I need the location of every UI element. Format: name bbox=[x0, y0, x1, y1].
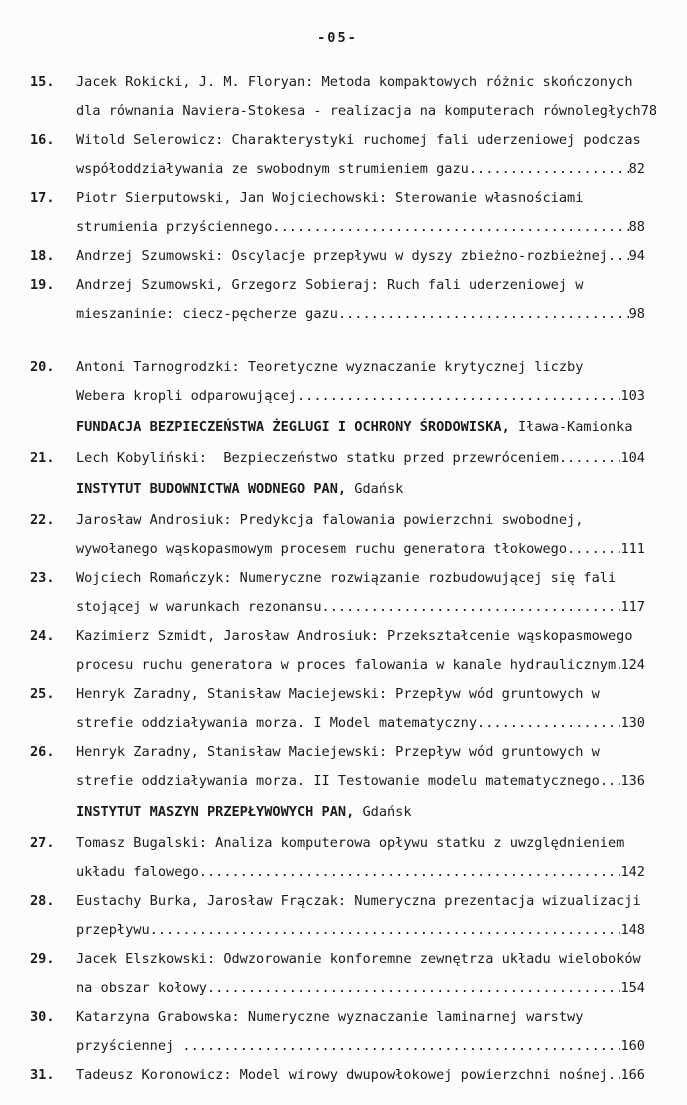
entry-line bbox=[76, 593, 645, 622]
entry-page-number: 111 bbox=[620, 541, 645, 557]
toc-entry bbox=[30, 271, 645, 329]
dots-leader bbox=[567, 535, 620, 564]
entry-line bbox=[76, 213, 645, 242]
entry-line bbox=[76, 974, 645, 1003]
section-heading-city: Gdańsk bbox=[354, 804, 412, 820]
entry-page-number: 94 bbox=[628, 248, 645, 264]
entry-body bbox=[76, 564, 645, 622]
entry-line: Antoni Tarnogrodzki: Teoretyczne wyznaczanie krytycznej liczby bbox=[76, 359, 584, 375]
dots-leader bbox=[608, 242, 629, 271]
entry-line-text: strumienia przyściennego bbox=[76, 219, 273, 235]
entry-line bbox=[76, 1061, 645, 1090]
entry-number: 19. bbox=[30, 277, 55, 293]
toc-entry bbox=[30, 887, 645, 945]
entry-number: 31. bbox=[30, 1067, 55, 1083]
toc-entry bbox=[30, 184, 645, 242]
entry-line-text: przyściennej bbox=[76, 1038, 183, 1054]
entry-body bbox=[76, 680, 645, 738]
entry-page-number: 78 bbox=[640, 103, 658, 119]
entry-line-text: procesu ruchu generatora w proces falowania w kanale hydraulicznym bbox=[76, 657, 617, 673]
toc-entry bbox=[30, 1061, 645, 1090]
entry-page-number: 117 bbox=[620, 599, 645, 615]
entry-line: Jacek Rokicki, J. M. Floryan: Metoda kompaktowych różnic skończonych bbox=[76, 74, 633, 90]
entry-line-text: stojącej w warunkach rezonansu bbox=[76, 599, 322, 615]
entry-line-text: przepływu bbox=[76, 922, 150, 938]
entry-line: Kazimierz Szmidt, Jarosław Androsiuk: Przekształcenie wąskopasmowego bbox=[76, 628, 633, 644]
entry-line: Piotr Sierputowski, Jan Wojciechowski: Sterowanie własnościami bbox=[76, 190, 584, 206]
entry-line-text: mieszaninie: ciecz-pęcherze gazu bbox=[76, 306, 338, 322]
section-heading-city: Gdańsk bbox=[346, 481, 404, 497]
entry-body bbox=[76, 829, 645, 887]
entry-line-text: strefie oddziaływania morza. II Testowanie modelu matematycznego bbox=[76, 773, 600, 789]
entry-page-number: 142 bbox=[620, 864, 645, 880]
dots-leader bbox=[469, 155, 629, 184]
dots-leader bbox=[150, 916, 621, 945]
dots-leader bbox=[338, 300, 629, 329]
entry-page-number: 160 bbox=[620, 1038, 645, 1054]
entry-line-text: Lech Kobyliński: Bezpieczeństwo statku przed przewróceniem bbox=[76, 450, 559, 466]
entry-number: 23. bbox=[30, 570, 55, 586]
entry-body bbox=[76, 945, 645, 1003]
entry-line bbox=[76, 1032, 645, 1061]
entry-page-number: 103 bbox=[620, 388, 645, 404]
entry-line-text: Tadeusz Koronowicz: Model wirowy dwupowłokowej powierzchni nośnej bbox=[76, 1067, 608, 1083]
entry-body bbox=[76, 887, 645, 945]
dots-leader bbox=[297, 382, 620, 411]
entry-line-text: Andrzej Szumowski: Oscylacje przepływu w dyszy zbieżno-rozbieżnej bbox=[76, 248, 608, 264]
entry-page-number: 104 bbox=[620, 450, 645, 466]
entry-line-text: strefie oddziaływania morza. I Model matematyczny bbox=[76, 715, 478, 731]
entry-body bbox=[76, 506, 645, 564]
entry-line bbox=[76, 97, 658, 126]
entry-line-text: współoddziaływania ze swobodnym strumieniem gazu bbox=[76, 161, 469, 177]
entry-number: 30. bbox=[30, 1009, 55, 1025]
section-heading-institution: FUNDACJA BEZPIECZEŃSTWA ŻEGLUGI I OCHRONY ŚRODOWISKA, bbox=[76, 419, 510, 435]
toc-entry bbox=[30, 680, 645, 738]
toc-entry bbox=[30, 126, 645, 184]
entry-line: Andrzej Szumowski, Grzegorz Sobieraj: Ruch fali uderzeniowej w bbox=[76, 277, 584, 293]
entry-body bbox=[76, 1003, 645, 1061]
section-heading-institution: INSTYTUT MASZYN PRZEPŁYWOWYCH PAN, bbox=[76, 804, 355, 820]
entry-line bbox=[76, 300, 645, 329]
entry-number: 16. bbox=[30, 132, 55, 148]
entry-line-text: wywołanego wąskopasmowym procesem ruchu generatora tłokowego bbox=[76, 541, 568, 557]
toc-entry bbox=[30, 945, 645, 1003]
entry-page-number: 166 bbox=[620, 1067, 645, 1083]
entry-line bbox=[76, 767, 645, 796]
entry-line: Eustachy Burka, Jarosław Frączak: Numeryczna prezentacja wizualizacji bbox=[76, 893, 641, 909]
entry-line bbox=[76, 535, 645, 564]
dots-leader bbox=[182, 1032, 620, 1061]
entry-page-number: 88 bbox=[628, 219, 645, 235]
dots-leader bbox=[199, 858, 621, 887]
entry-body bbox=[76, 1061, 645, 1090]
entry-number: 22. bbox=[30, 512, 55, 528]
entry-line: Wojciech Romańczyk: Numeryczne rozwiązanie rozbudowującej się fali bbox=[76, 570, 617, 586]
entry-line bbox=[76, 382, 645, 411]
entry-page-number: 154 bbox=[620, 980, 645, 996]
entry-number: 15. bbox=[30, 74, 55, 90]
dots-leader bbox=[559, 444, 621, 473]
entry-body bbox=[76, 126, 645, 184]
toc-entry bbox=[30, 444, 645, 473]
page-number-header: -05- bbox=[317, 30, 358, 46]
entry-line: Henryk Zaradny, Stanisław Maciejewski: Przepływ wód gruntowych w bbox=[76, 686, 600, 702]
section-heading bbox=[76, 413, 645, 442]
entry-page-number: 82 bbox=[628, 161, 645, 177]
toc-entry bbox=[30, 1003, 645, 1061]
entry-line: Katarzyna Grabowska: Numeryczne wyznaczanie laminarnej warstwy bbox=[76, 1009, 584, 1025]
section-heading-city: Iława-Kamionka bbox=[509, 419, 633, 435]
entry-number: 21. bbox=[30, 450, 55, 466]
dots-leader bbox=[207, 974, 620, 1003]
entry-number: 28. bbox=[30, 893, 55, 909]
entry-body bbox=[76, 353, 645, 411]
toc-entry bbox=[30, 353, 645, 411]
entry-line-text: układu falowego bbox=[76, 864, 199, 880]
entry-number: 29. bbox=[30, 951, 55, 967]
entry-body bbox=[76, 184, 645, 242]
entry-line bbox=[76, 858, 645, 887]
entry-page-number: 130 bbox=[620, 715, 645, 731]
dots-leader bbox=[322, 593, 621, 622]
entry-body bbox=[76, 242, 645, 271]
entry-page-number: 148 bbox=[620, 922, 645, 938]
entry-line bbox=[76, 155, 645, 184]
entry-body bbox=[76, 622, 645, 680]
entry-line: Tomasz Bugalski: Analiza komputerowa opływu statku z uwzględnieniem bbox=[76, 835, 625, 851]
toc-entry bbox=[30, 622, 645, 680]
entry-number: 25. bbox=[30, 686, 55, 702]
entry-line: Witold Selerowicz: Charakterystyki ruchomej fali uderzeniowej podczas bbox=[76, 132, 641, 148]
dots-leader bbox=[600, 767, 621, 796]
entry-body bbox=[76, 738, 645, 796]
entry-page-number: 136 bbox=[620, 773, 645, 789]
entry-body bbox=[76, 271, 645, 329]
toc-entry bbox=[30, 829, 645, 887]
entry-line bbox=[76, 444, 645, 473]
entry-number: 24. bbox=[30, 628, 55, 644]
dots-leader bbox=[477, 709, 620, 738]
entry-line bbox=[76, 242, 645, 271]
section-heading bbox=[76, 798, 645, 827]
entry-page-number: 124 bbox=[620, 657, 645, 673]
section-heading-institution: INSTYTUT BUDOWNICTWA WODNEGO PAN, bbox=[76, 481, 347, 497]
entry-line bbox=[76, 651, 645, 680]
toc-list bbox=[30, 68, 658, 1090]
section-heading bbox=[76, 475, 645, 504]
entry-line: Henryk Zaradny, Stanisław Maciejewski: Przepływ wód gruntowych w bbox=[76, 744, 600, 760]
entry-page-number: 98 bbox=[628, 306, 645, 322]
toc-entry bbox=[30, 68, 658, 126]
dots-leader bbox=[608, 1061, 620, 1090]
toc-entry bbox=[30, 738, 645, 796]
entry-number: 17. bbox=[30, 190, 55, 206]
toc-entry bbox=[30, 564, 645, 622]
toc-entry bbox=[30, 242, 645, 271]
entry-number: 27. bbox=[30, 835, 55, 851]
entry-line bbox=[76, 709, 645, 738]
entry-number: 20. bbox=[30, 359, 55, 375]
dots-leader bbox=[272, 213, 628, 242]
toc-entry bbox=[30, 506, 645, 564]
entry-number: 18. bbox=[30, 248, 55, 264]
entry-line-text: Webera kropli odparowującej bbox=[76, 388, 297, 404]
entry-line: Jarosław Androsiuk: Predykcja falowania powierzchni swobodnej, bbox=[76, 512, 584, 528]
entry-body bbox=[76, 68, 658, 126]
entry-line bbox=[76, 916, 645, 945]
entry-line-text: dla równania Naviera-Stokesa - realizacja na komputerach równoległych bbox=[76, 103, 641, 119]
entry-number: 26. bbox=[30, 744, 55, 760]
entry-body bbox=[76, 444, 645, 473]
entry-line: Jacek Elszkowski: Odwzorowanie konforemne zewnętrza układu wieloboków bbox=[76, 951, 641, 967]
entry-line-text: na obszar kołowy bbox=[76, 980, 207, 996]
